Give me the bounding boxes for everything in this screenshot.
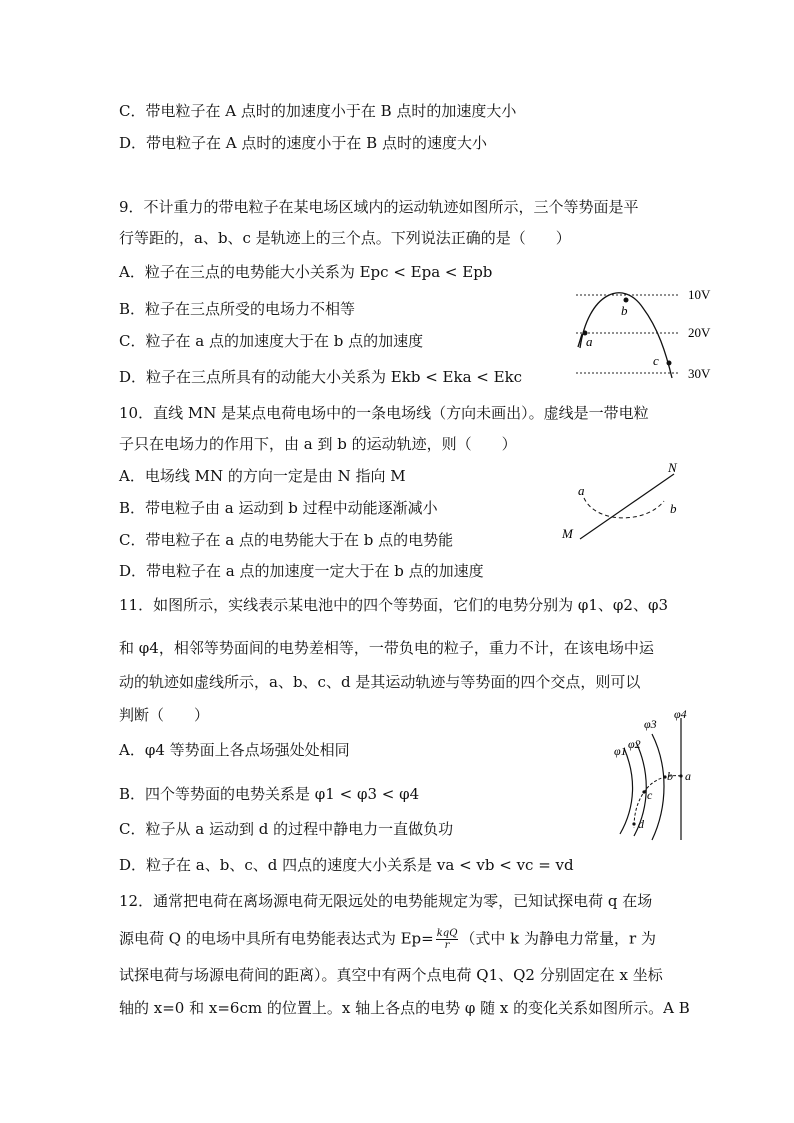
q10-option-a: A．电场线 MN 的方向一定是由 N 指向 M <box>119 467 406 485</box>
point-c-label: c <box>653 353 659 368</box>
q10-option-b: B．带电粒子由 a 运动到 b 过程中动能逐渐减小 <box>119 499 438 517</box>
q11-option-a: A．φ4 等势面上各点场强处处相同 <box>119 741 350 759</box>
point-b-dot <box>624 298 629 303</box>
equipotential-phi3 <box>652 734 664 840</box>
point-c-dot <box>667 361 672 366</box>
q12-line2-start: 源电荷 Q 的电场中具所有电势能表达式为 Ep= <box>119 929 434 948</box>
q8-option-c: C．带电粒子在 A 点时的加速度小于在 B 点时的加速度大小 <box>119 102 517 120</box>
q9-option-d: D．粒子在三点所具有的动能大小关系为 Ekb < Eka < Ekc <box>119 368 523 386</box>
q9-stem-line1: 9．不计重力的带电粒子在某电场区域内的运动轨迹如图所示，三个等势面是平 <box>119 198 639 216</box>
point-a-dot <box>679 774 682 777</box>
label-b: b <box>670 501 677 516</box>
energy-fraction <box>436 928 459 951</box>
label-a: a <box>578 483 585 498</box>
q12-line1: 12．通常把电荷在离场源电荷无限远处的电势能规定为零，已知试探电荷 q 在场 <box>119 892 653 910</box>
q9-option-b: B．粒子在三点所受的电场力不相等 <box>119 300 356 318</box>
point-b-label: b <box>621 303 628 318</box>
q11-stem-line2: 和 φ4，相邻等势面间的电势差相等，一带负电的粒子，重力不计，在该电场中运 <box>119 639 654 657</box>
label-30v: 30V <box>688 366 711 381</box>
label-n: N <box>668 460 677 475</box>
q10-option-d: D．带电粒子在 a 点的加速度一定大于在 b 点的加速度 <box>119 562 484 580</box>
q12-line2-end: （式中 k 为静电力常量，r 为 <box>460 929 656 948</box>
label-phi1: φ1 <box>614 744 627 758</box>
q10-option-c: C．带电粒子在 a 点的电势能大于在 b 点的电势能 <box>119 531 454 549</box>
label-phi3: φ3 <box>644 717 657 731</box>
point-d-dot <box>632 822 635 825</box>
equipotential-phi1 <box>620 748 633 834</box>
label-d: d <box>638 817 644 831</box>
label-m: M <box>562 526 573 541</box>
q11-option-b: B．四个等势面的电势关系是 φ1 < φ3 < φ4 <box>119 785 420 803</box>
fraction-numerator: kqQ <box>436 928 458 939</box>
label-c: c <box>647 788 653 802</box>
point-a-label: a <box>586 334 593 349</box>
q8-option-d: D．带电粒子在 A 点时的速度小于在 B 点时的速度大小 <box>119 134 487 152</box>
q11-stem-line4: 判断（ ） <box>119 706 210 724</box>
q11-stem-line1: 11．如图所示，实线表示某电池中的四个等势面，它们的电势分别为 φ1、φ2、φ3 <box>119 596 668 614</box>
label-a: a <box>685 769 691 783</box>
label-b: b <box>667 769 673 783</box>
q12-line4: 轴的 x=0 和 x=6cm 的位置上。x 轴上各点的电势 φ 随 x 的变化关系如图所示。A B <box>119 999 690 1017</box>
q9-equipotential-figure <box>568 283 728 383</box>
label-phi2: φ2 <box>628 737 641 751</box>
q10-stem-line1: 10．直线 MN 是某点电荷电场中的一条电场线（方向未画出）。虚线是一带电粒 <box>119 404 649 422</box>
field-line-mn <box>580 474 674 539</box>
q12-line3: 试探电荷与场源电荷间的距离）。真空中有两个点电荷 Q1、Q2 分别固定在 x 坐标 <box>119 966 663 984</box>
q10-stem-line2: 子只在电场力的作用下，由 a 到 b 的运动轨迹，则（ ） <box>119 435 517 453</box>
q11-option-d: D．粒子在 a、b、c、d 四点的速度大小关系是 va < vb < vc = vd <box>119 856 574 874</box>
q11-stem-line3: 动的轨迹如虚线所示，a、b、c、d 是其运动轨迹与等势面的四个交点，则可以 <box>119 673 641 691</box>
q11-option-c: C．粒子从 a 运动到 d 的过程中静电力一直做负功 <box>119 820 454 838</box>
q9-stem-line2: 行等距的，a、b、c 是轨迹上的三个点。下列说法正确的是（ ） <box>119 229 571 247</box>
point-c-dot <box>642 790 645 793</box>
q10-field-line-figure <box>556 456 696 546</box>
q9-option-a: A．粒子在三点的电势能大小关系为 Epc < Epa < Epb <box>119 263 493 281</box>
fraction-denominator: r <box>444 940 450 951</box>
label-phi4: φ4 <box>674 707 687 721</box>
q11-equipotential-figure <box>606 706 706 842</box>
q12-line2 <box>119 928 656 951</box>
label-10v: 10V <box>688 287 711 302</box>
q9-option-c: C．粒子在 a 点的加速度大于在 b 点的加速度 <box>119 332 424 350</box>
label-20v: 20V <box>688 325 711 340</box>
